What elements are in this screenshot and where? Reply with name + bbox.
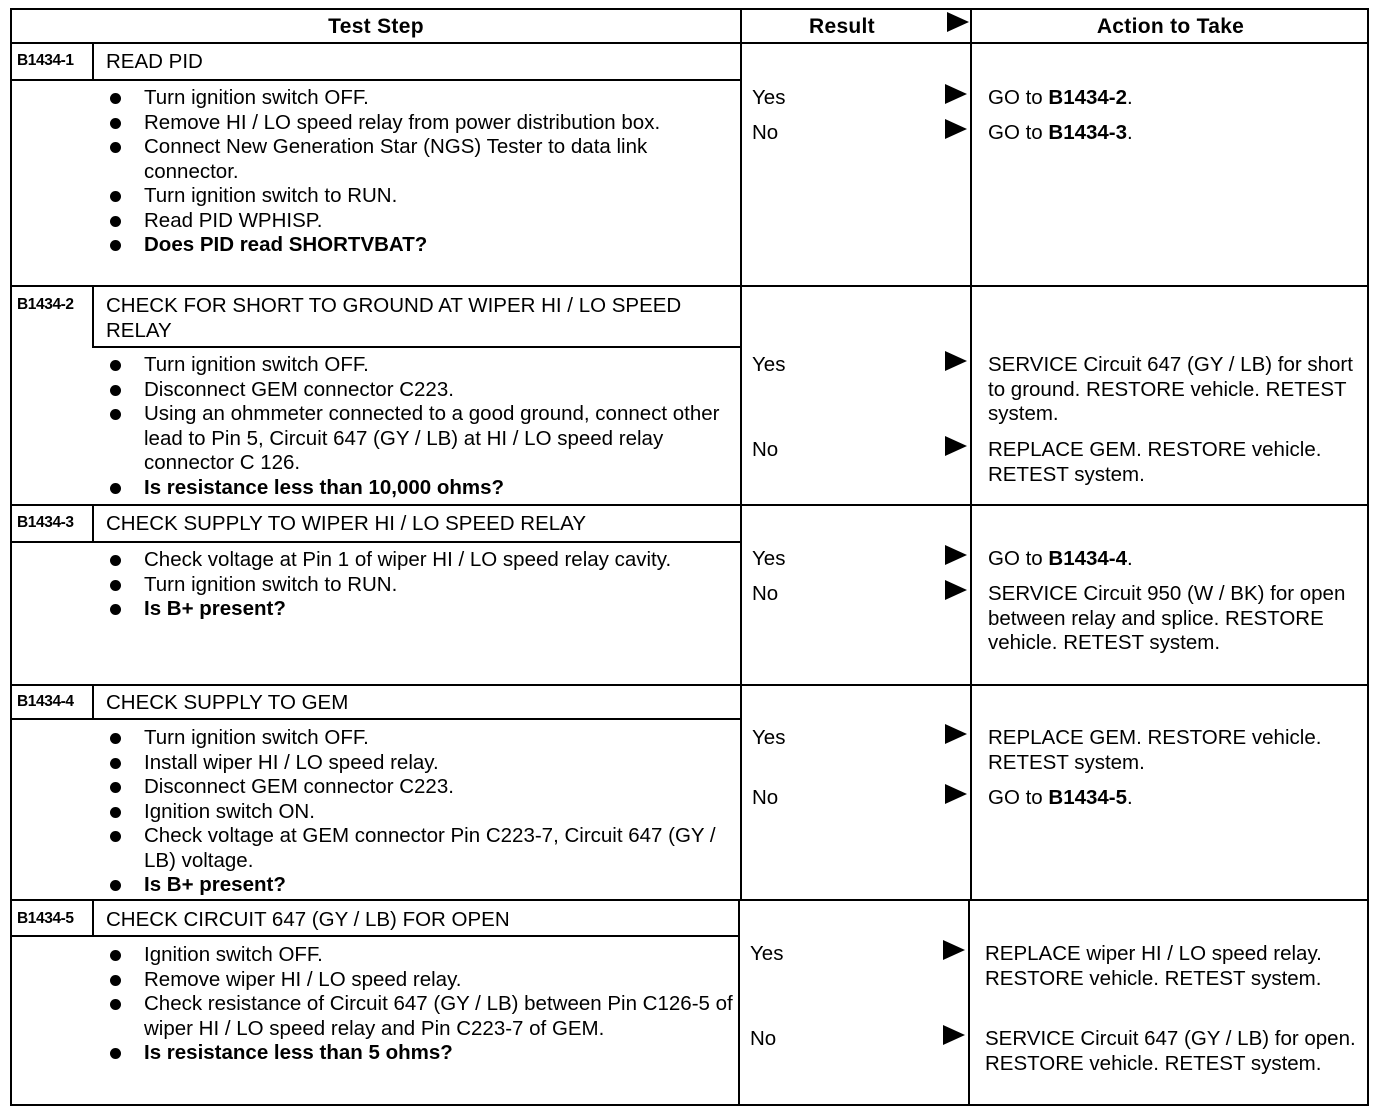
action-text: REPLACE GEM. RESTORE vehicle. RETEST system. xyxy=(988,726,1322,774)
result-label: Yes xyxy=(750,942,784,965)
step-code: B1434-5 xyxy=(17,910,74,927)
result-label: No xyxy=(752,582,779,605)
column-divider-result-lower xyxy=(738,900,740,1106)
bullet-icon xyxy=(110,191,121,202)
result-label: Yes xyxy=(752,353,786,376)
result-label: No xyxy=(750,1027,777,1050)
bullet-item: Connect New Generation Star (NGS) Tester to data link connector. xyxy=(104,135,734,184)
step-bullets xyxy=(104,726,734,898)
bullet-item: Disconnect GEM connector C223. xyxy=(104,378,734,403)
result-label: No xyxy=(752,786,779,809)
action-text: REPLACE GEM. RESTORE vehicle. RETEST system. xyxy=(988,438,1322,486)
bullet-icon xyxy=(110,360,121,371)
action-text: SERVICE Circuit 950 (W / BK) for open between relay and splice. RESTORE vehicle. RETEST system. xyxy=(988,582,1346,654)
result-arrow-icon xyxy=(945,119,967,139)
bullet-item: Install wiper HI / LO speed relay. xyxy=(104,751,734,776)
bullet-item: Ignition switch OFF. xyxy=(104,943,734,968)
title-divider xyxy=(94,346,740,348)
bullet-icon xyxy=(110,975,121,986)
result-arrow-icon xyxy=(945,724,967,744)
bullet-icon xyxy=(110,880,121,891)
bullet-item: Check voltage at Pin 1 of wiper HI / LO speed relay cavity. xyxy=(104,548,734,573)
bullet-icon xyxy=(110,118,121,129)
code-divider xyxy=(92,285,94,348)
step-code: B1434-3 xyxy=(17,514,74,531)
step-title: CHECK SUPPLY TO WIPER HI / LO SPEED RELAY xyxy=(106,512,586,535)
step-code: B1434-4 xyxy=(17,693,74,710)
result-arrow-icon xyxy=(945,436,967,456)
header-test-step: Test Step xyxy=(328,15,424,38)
bullet-icon xyxy=(110,385,121,396)
step-bullets xyxy=(104,353,734,500)
bullet-item: Turn ignition switch OFF. xyxy=(104,726,734,751)
column-divider-result xyxy=(740,10,742,900)
action-text: GO to B1434-4. xyxy=(988,547,1133,570)
step-title: READ PID xyxy=(106,50,203,73)
result-label: Yes xyxy=(752,547,786,570)
step-code: B1434-1 xyxy=(17,52,74,69)
row-divider xyxy=(12,899,1367,901)
step-title: CHECK FOR SHORT TO GROUND AT WIPER HI / LO SPEED RELAY xyxy=(106,294,682,342)
bullet-question: Is B+ present? xyxy=(104,873,734,898)
bullet-icon xyxy=(110,950,121,961)
result-arrow-icon xyxy=(945,351,967,371)
bullet-icon xyxy=(110,240,121,251)
title-divider xyxy=(12,79,740,81)
step-bullets xyxy=(104,86,734,258)
bullet-icon xyxy=(110,93,121,104)
bullet-item: Ignition switch ON. xyxy=(104,800,734,825)
step-bullets xyxy=(104,548,734,622)
diagnostic-table xyxy=(10,8,1369,1106)
bullet-icon xyxy=(110,758,121,769)
bullet-icon xyxy=(110,409,121,420)
bullet-item: Using an ohmmeter connected to a good ground, connect other lead to Pin 5, Circuit 647 (GY / LB) at HI / LO speed relay connector C 126. xyxy=(104,402,734,476)
bullet-item: Turn ignition switch to RUN. xyxy=(104,184,734,209)
code-divider xyxy=(12,79,94,81)
bullet-question: Is B+ present? xyxy=(104,597,734,622)
header-result: Result xyxy=(809,15,875,38)
result-label: Yes xyxy=(752,726,786,749)
bullet-icon xyxy=(110,580,121,591)
result-arrow-icon xyxy=(945,545,967,565)
bullet-question: Is resistance less than 5 ohms? xyxy=(104,1041,734,1066)
bullet-item: Check resistance of Circuit 647 (GY / LB) between Pin C126-5 of wiper HI / LO speed relay and Pin C223-7 of GEM. xyxy=(104,992,734,1041)
result-arrow-icon xyxy=(945,784,967,804)
header-action: Action to Take xyxy=(1096,15,1245,38)
bullet-icon xyxy=(110,807,121,818)
action-text: GO to B1434-3. xyxy=(988,121,1133,144)
row-divider xyxy=(12,504,1367,506)
result-label: Yes xyxy=(752,86,786,109)
result-label: No xyxy=(752,121,779,144)
result-arrow-icon xyxy=(945,84,967,104)
bullet-icon xyxy=(110,604,121,615)
column-divider-action xyxy=(970,10,972,900)
bullet-item: Turn ignition switch OFF. xyxy=(104,353,734,378)
bullet-item: Disconnect GEM connector C223. xyxy=(104,775,734,800)
action-text: SERVICE Circuit 647 (GY / LB) for short to ground. RESTORE vehicle. RETEST system. xyxy=(988,353,1353,425)
bullet-question: Does PID read SHORTVBAT? xyxy=(104,233,734,258)
bullet-item: Turn ignition switch OFF. xyxy=(104,86,734,111)
title-divider xyxy=(12,935,738,937)
step-title: CHECK SUPPLY TO GEM xyxy=(106,691,349,714)
bullet-item: Remove wiper HI / LO speed relay. xyxy=(104,968,734,993)
bullet-item: Turn ignition switch to RUN. xyxy=(104,573,734,598)
action-text: GO to B1434-2. xyxy=(988,86,1133,109)
bullet-icon xyxy=(110,1048,121,1059)
title-divider xyxy=(12,541,740,543)
column-divider-action-lower xyxy=(968,900,970,1106)
bullet-icon xyxy=(110,999,121,1010)
title-divider xyxy=(12,718,740,720)
action-text: REPLACE wiper HI / LO speed relay. RESTORE vehicle. RETEST system. xyxy=(985,942,1322,990)
bullet-icon xyxy=(110,831,121,842)
bullet-icon xyxy=(110,483,121,494)
bullet-icon xyxy=(110,216,121,227)
row-divider xyxy=(12,684,1367,686)
header-arrow-icon xyxy=(947,12,969,32)
bullet-item: Check voltage at GEM connector Pin C223-7, Circuit 647 (GY / LB) voltage. xyxy=(104,824,734,873)
bullet-item: Remove HI / LO speed relay from power distribution box. xyxy=(104,111,734,136)
bullet-icon xyxy=(110,782,121,793)
result-arrow-icon xyxy=(945,580,967,600)
result-arrow-icon xyxy=(943,940,965,960)
row-divider xyxy=(12,285,1367,287)
result-arrow-icon xyxy=(943,1025,965,1045)
bullet-item: Read PID WPHISP. xyxy=(104,209,734,234)
action-text: GO to B1434-5. xyxy=(988,786,1133,809)
step-title: CHECK CIRCUIT 647 (GY / LB) FOR OPEN xyxy=(106,908,510,931)
result-label: No xyxy=(752,438,779,461)
step-code: B1434-2 xyxy=(17,296,74,313)
bullet-icon xyxy=(110,142,121,153)
step-bullets xyxy=(104,943,734,1066)
bullet-icon xyxy=(110,733,121,744)
header-divider xyxy=(12,42,1367,44)
bullet-icon xyxy=(110,555,121,566)
action-text: SERVICE Circuit 647 (GY / LB) for open. RESTORE vehicle. RETEST system. xyxy=(985,1027,1356,1075)
bullet-question: Is resistance less than 10,000 ohms? xyxy=(104,476,734,501)
